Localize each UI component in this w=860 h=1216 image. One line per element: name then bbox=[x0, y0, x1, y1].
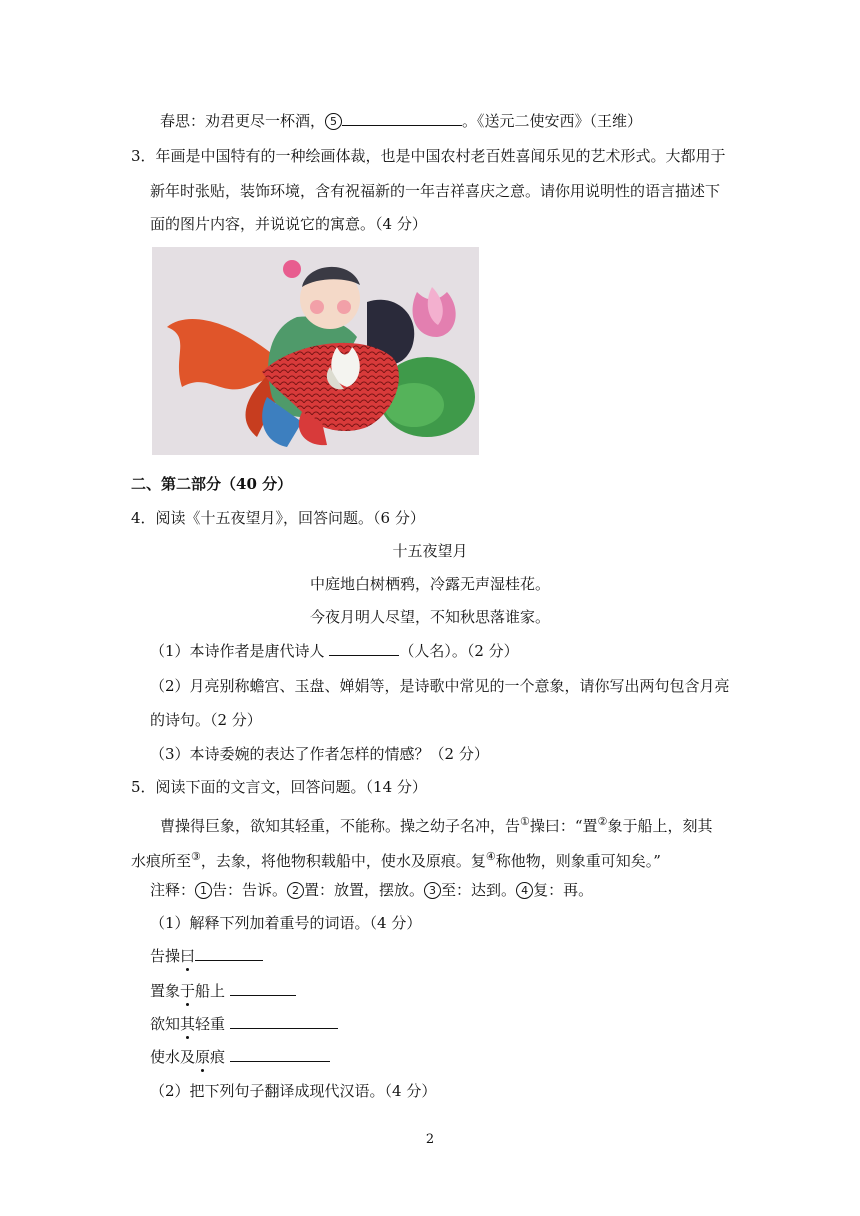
q4-sub2-line2: 的诗句。（2 分） bbox=[150, 711, 262, 729]
answer-blank[interactable] bbox=[195, 946, 263, 961]
circled-number: 1 bbox=[195, 882, 212, 899]
circled-number: 5 bbox=[325, 113, 342, 130]
emphasis-word: 于 bbox=[180, 982, 196, 1000]
q4-sub1: （1）本诗作者是唐代诗人 （人名）。（2 分） bbox=[150, 642, 519, 660]
footnote-marker: ④ bbox=[485, 850, 496, 863]
circled-number: 3 bbox=[424, 882, 441, 899]
q5-word-3: 欲知其轻重 bbox=[150, 1014, 338, 1034]
emphasis-word: 其 bbox=[180, 1015, 196, 1033]
q5-word-1: 告操曰 bbox=[150, 946, 263, 966]
new-year-painting-image bbox=[152, 247, 479, 455]
q5-notes: 注释： 1 告：告诉。 2 置：放置，摆放。 3 至：达到。 4 复：再。 bbox=[150, 881, 594, 899]
answer-blank[interactable] bbox=[230, 1014, 338, 1029]
poem-title: 十五夜望月 bbox=[392, 542, 468, 560]
page-number: 2 bbox=[425, 1132, 435, 1147]
footnote-marker: ② bbox=[597, 815, 608, 828]
q5-word-4: 使水及原痕 bbox=[150, 1047, 330, 1067]
poem-line-2: 今夜月明人尽望，不知秋思落谁家。 bbox=[309, 608, 550, 626]
footnote-marker: ① bbox=[520, 815, 530, 828]
emphasis-word: 原 bbox=[195, 1048, 211, 1066]
q4-sub2-line1: （2）月亮别称蟾宫、玉盘、婵娟等，是诗歌中常见的一个意象，请你写出两句包含月亮 bbox=[150, 677, 730, 695]
answer-blank[interactable] bbox=[342, 111, 462, 126]
q3-line1: 3．年画是中国特有的一种绘画体裁，也是中国农村老百姓喜闻乐见的艺术形式。大都用于 bbox=[131, 147, 726, 165]
q4-intro: 4．阅读《十五夜望月》，回答问题。（6 分） bbox=[131, 509, 425, 527]
q3-line2: 新年时张贴，装饰环境，含有祝福新的一年吉祥喜庆之意。请你用说明性的语言描述下 bbox=[150, 182, 721, 200]
q5-passage-line2: 水痕所至③，去象，将他物积载船中，使水及原痕。复④称他物，则象重可知矣。” bbox=[131, 850, 661, 870]
answer-blank[interactable] bbox=[230, 981, 296, 996]
section-heading: 二、第二部分（40 分） bbox=[131, 475, 293, 493]
q2-last-line: 春思：劝君更尽一杯酒， 5 。《送元二使安西》（王维） bbox=[160, 112, 643, 130]
q5-sub2: （2）把下列句子翻译成现代汉语。（4 分） bbox=[150, 1082, 437, 1100]
q5-sub1: （1）解释下列加着重号的词语。（4 分） bbox=[150, 914, 422, 932]
painting-illustration bbox=[152, 247, 479, 455]
answer-blank[interactable] bbox=[329, 641, 399, 656]
footnote-marker: ③ bbox=[191, 850, 201, 863]
circled-number: 2 bbox=[287, 882, 304, 899]
emphasis-word: 曰 bbox=[180, 947, 196, 965]
q3-line3: 面的图片内容，并说说它的寓意。（4 分） bbox=[150, 215, 427, 233]
answer-blank[interactable] bbox=[230, 1047, 330, 1062]
q5-intro: 5．阅读下面的文言文，回答问题。（14 分） bbox=[131, 778, 427, 796]
q5-word-2: 置象于船上 bbox=[150, 981, 296, 1001]
poem-line-1: 中庭地白树栖鸦，冷露无声湿桂花。 bbox=[309, 575, 550, 593]
q4-sub3: （3）本诗委婉的表达了作者怎样的情感？（2 分） bbox=[150, 745, 489, 763]
circled-number: 4 bbox=[516, 882, 533, 899]
q5-passage-line1: 曹操得巨象，欲知其轻重，不能称。操之幼子名冲，告①操曰：“置②象于船上，刻其 bbox=[160, 815, 713, 835]
